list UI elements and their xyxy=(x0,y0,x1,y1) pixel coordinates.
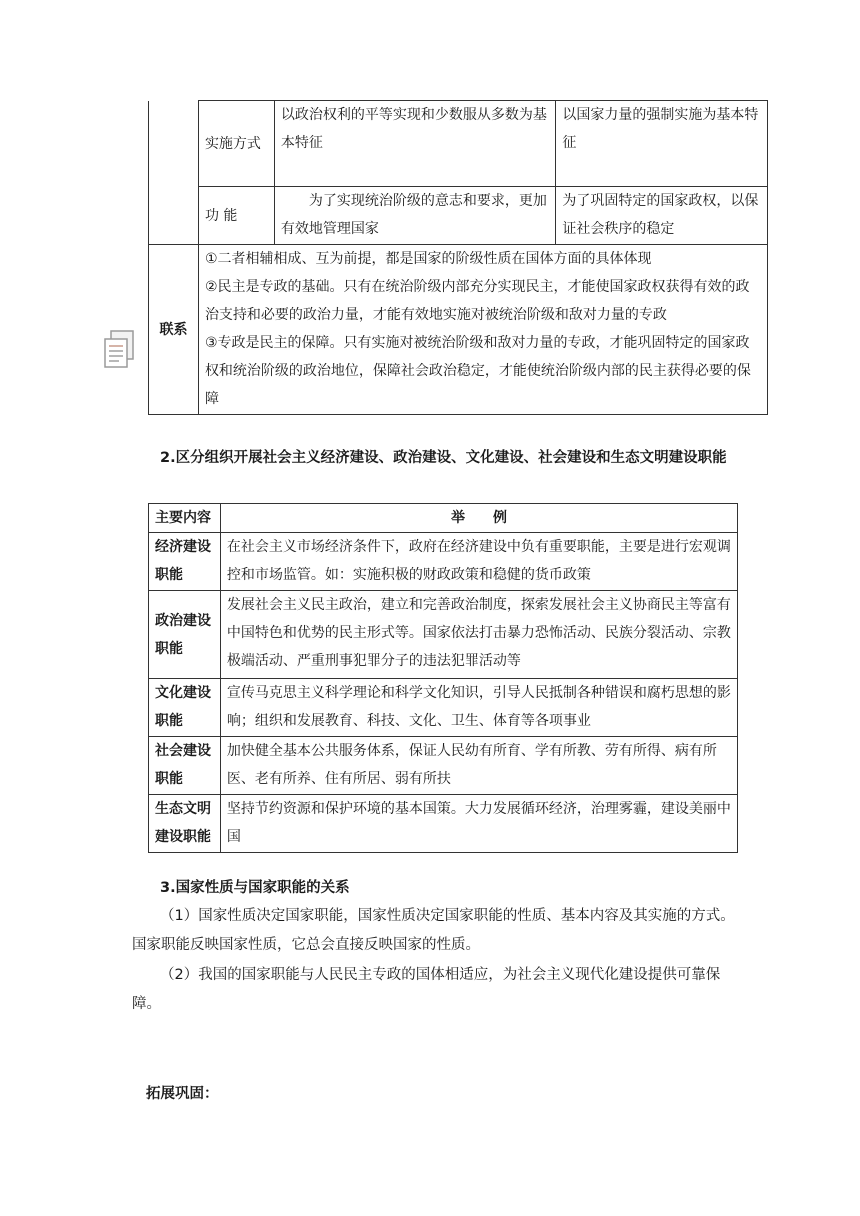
function-label: 文化建设职能 xyxy=(149,679,221,737)
table-header xyxy=(149,504,738,533)
state-functions-table xyxy=(148,503,738,853)
table-row xyxy=(149,591,738,679)
relation-item: ③专政是民主的保障。只有实施对被统治阶级和敌对力量的专政，才能巩固特定的国家政权和统治阶级的政治地位，保障社会政治稳定，才能使统治阶级内部的民主获得必要的保障 xyxy=(204,335,751,407)
function-example: 加快健全基本公共服务体系，保证人民幼有所育、学有所教、劳有所得、病有所医、老有所养、住有所居、弱有所扶 xyxy=(220,737,737,795)
relation-item: ②民主是专政的基础。只有在统治阶级内部充分实现民主，才能使国家政权获得有效的政治支持和必要的政治力量，才能有效地实施对被统治阶级和敌对力量的专政 xyxy=(204,279,750,323)
democracy-dictatorship-table xyxy=(148,100,768,415)
democracy-cell: 为了实现统治阶级的意志和要求，更加有效地管理国家 xyxy=(274,187,556,245)
dictatorship-cell: 为了巩固特定的国家政权，以保证社会秩序的稳定 xyxy=(556,187,768,245)
section-3-paragraph-1: （1）国家性质决定国家职能，国家性质决定国家职能的性质、基本内容及其实施的方式。国家职能反映国家性质，它总会直接反映国家的性质。 xyxy=(132,908,735,953)
table-row xyxy=(149,679,738,737)
header-main-content: 主要内容 xyxy=(149,504,221,533)
section-2-title: 2.区分组织开展社会主义经济建设、政治建设、文化建设、社会建设和生态文明建设职能 xyxy=(160,450,727,466)
democracy-cell: 以政治权利的平等实现和少数服从多数为基本特征 xyxy=(274,101,556,187)
table-row xyxy=(149,101,768,187)
row-label: 实施方式 xyxy=(198,101,274,187)
table-row xyxy=(149,795,738,853)
function-label: 经济建设职能 xyxy=(149,533,221,591)
section-3-paragraph-2: （2）我国的国家职能与人民民主专政的国体相适应，为社会主义现代化建设提供可靠保障。 xyxy=(132,967,721,1012)
relation-label: 联系 xyxy=(149,245,199,415)
relation-item: ①二者相辅相成、互为前提，都是国家的阶级性质在国体方面的具体体现 xyxy=(204,251,652,267)
table-row xyxy=(149,245,768,415)
dictatorship-cell: 以国家力量的强制实施为基本特征 xyxy=(556,101,768,187)
relation-cell xyxy=(198,245,767,415)
header-example: 举 例 xyxy=(220,504,737,533)
blank-cell xyxy=(149,101,199,245)
table-row xyxy=(149,187,768,245)
document-icon xyxy=(103,330,137,370)
function-example: 宣传马克思主义科学理论和科学文化知识，引导人民抵制各种错误和腐朽思想的影响；组织和发展教育、科技、文化、卫生、体育等各项事业 xyxy=(220,679,737,737)
table-row xyxy=(149,737,738,795)
function-label: 生态文明建设职能 xyxy=(149,795,221,853)
function-example: 在社会主义市场经济条件下，政府在经济建设中负有重要职能，主要是进行宏观调控和市场监管。如：实施积极的财政政策和稳健的货币政策 xyxy=(220,533,737,591)
extension-title: 拓展巩固： xyxy=(146,1086,219,1102)
section-3-title: 3.国家性质与国家职能的关系 xyxy=(160,880,350,896)
row-label: 功 能 xyxy=(198,187,274,245)
function-example: 坚持节约资源和保护环境的基本国策。大力发展循环经济，治理雾霾，建设美丽中国 xyxy=(220,795,737,853)
function-label: 社会建设职能 xyxy=(149,737,221,795)
function-example: 发展社会主义民主政治，建立和完善政治制度，探索发展社会主义协商民主等富有中国特色和优势的民主形式等。国家依法打击暴力恐怖活动、民族分裂活动、宗教极端活动、严重刑事犯罪分子的违法犯罪活动等 xyxy=(220,591,737,679)
function-label: 政治建设职能 xyxy=(149,591,221,679)
table-row xyxy=(149,533,738,591)
